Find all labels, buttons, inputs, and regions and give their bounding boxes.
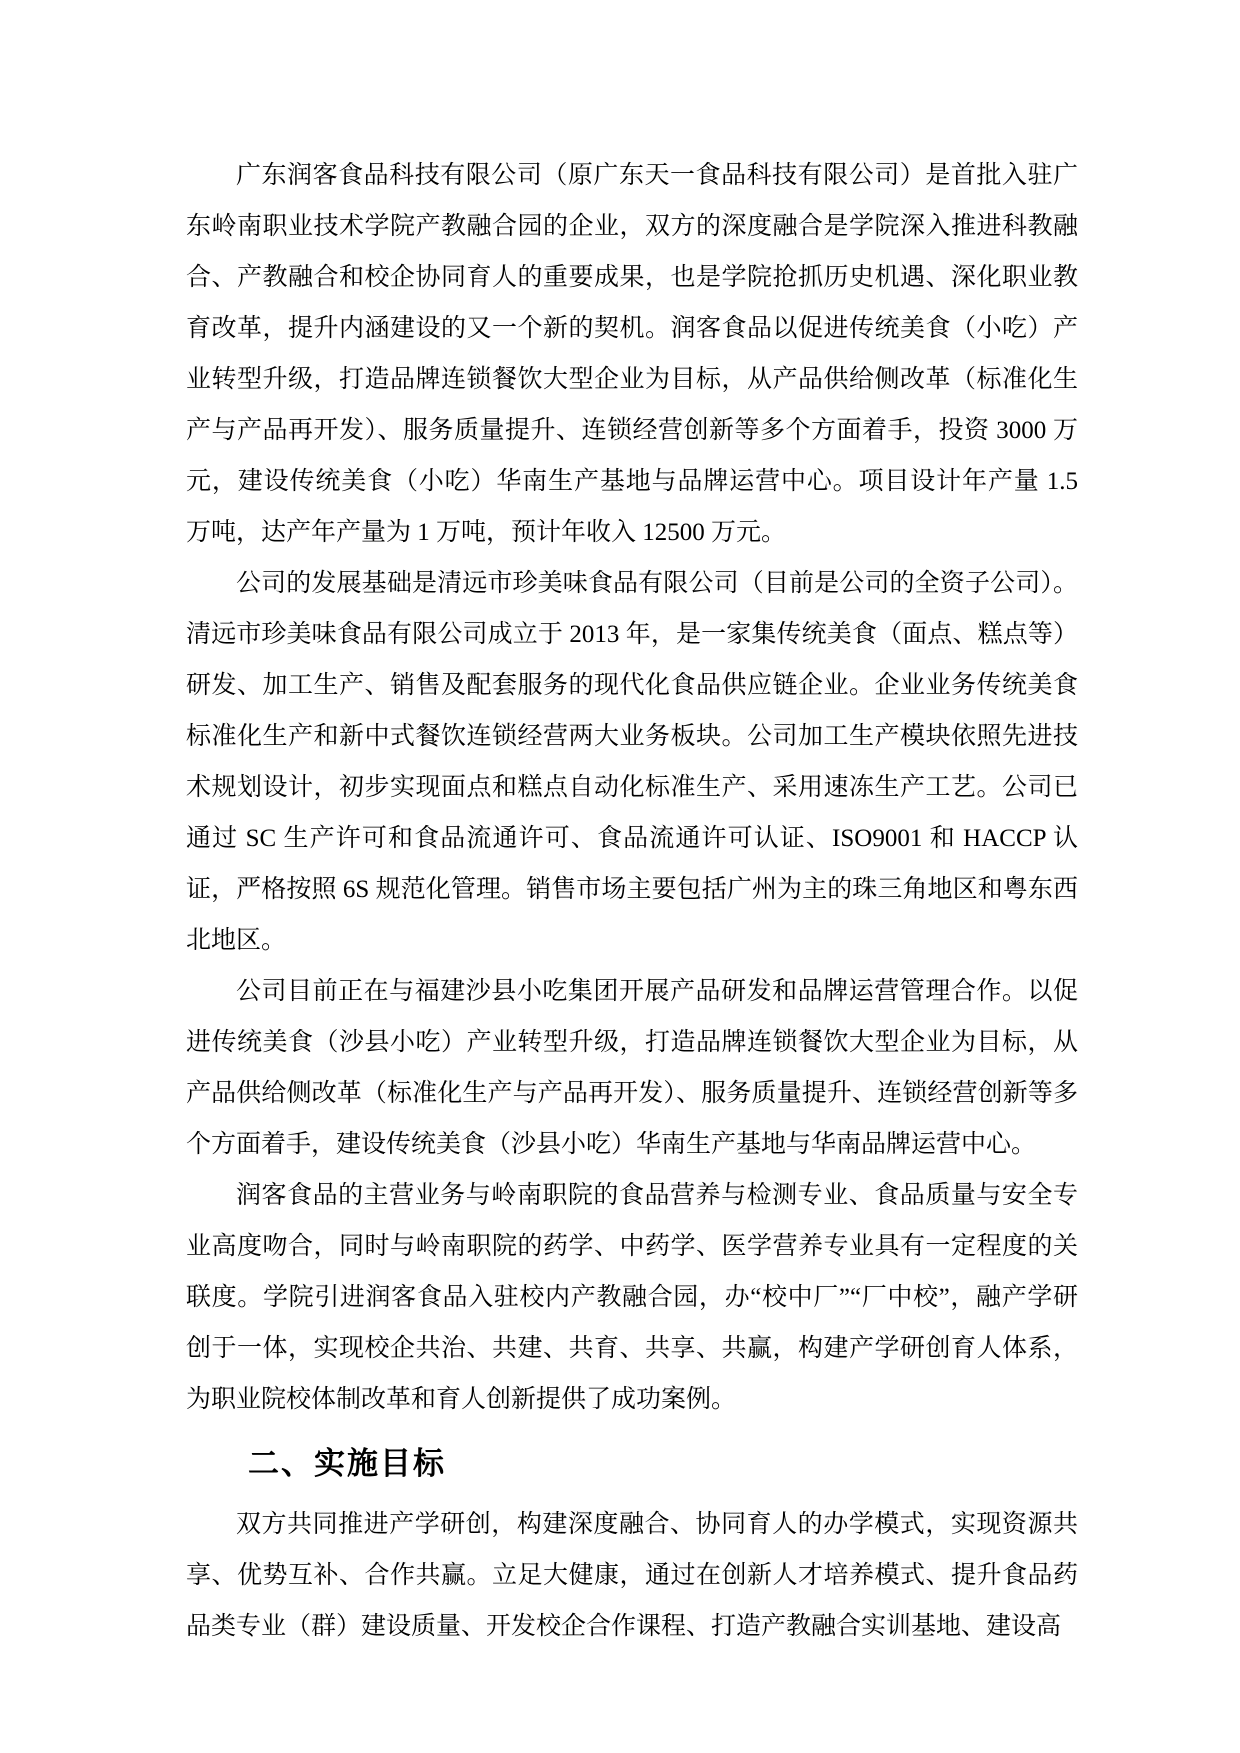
paragraph-major-alignment: 润客食品的主营业务与岭南职院的食品营养与检测专业、食品质量与安全专业高度吻合，同时与岭南职院的药学、中药学、医学营养专业具有一定程度的关联度。学院引进润客食品入驻校内产教融合园，办“校中厂”“厂中校”，融产学研创于一体，实现校企共治、共建、共育、共享、共赢，构建产学研创育人体系，为职业院校体制改革和育人创新提供了成功案例。 bbox=[186, 1182, 1078, 1413]
paragraph-implementation-goals-intro: 双方共同推进产学研创，构建深度融合、协同育人的办学模式，实现资源共享、优势互补、合作共赢。立足大健康，通过在创新人才培养模式、提升食品药品类专业（群）建设质量、开发校企合作课程、打造产教融合实训基地、建设高 bbox=[186, 1511, 1078, 1640]
document-text-body bbox=[186, 150, 1078, 1652]
paragraph-shaxian-cooperation: 公司目前正在与福建沙县小吃集团开展产品研发和品牌运营管理合作。以促进传统美食（沙县小吃）产业转型升级，打造品牌连锁餐饮大型企业为目标，从产品供给侧改革（标准化生产与产品再开发）、服务质量提升、连锁经营创新等多个方面着手，建设传统美食（沙县小吃）华南生产基地与华南品牌运营中心。 bbox=[186, 978, 1078, 1158]
paragraph-company-intro: 广东润客食品科技有限公司（原广东天一食品科技有限公司）是首批入驻广东岭南职业技术学院产教融合园的企业，双方的深度融合是学院深入推进科教融合、产教融合和校企协同育人的重要成果，也是学院抢抓历史机遇、深化职业教育改革，提升内涵建设的又一个新的契机。润客食品以促进传统美食（小吃）产业转型升级，打造品牌连锁餐饮大型企业为目标，从产品供给侧改革（标准化生产与产品再开发）、服务质量提升、连锁经营创新等多个方面着手，投资 3000 万元，建设传统美食（小吃）华南生产基地与品牌运营中心。项目设计年产量 1.5 万吨，达产年产量为 1 万吨，预计年收入 12500 万元。 bbox=[186, 162, 1078, 546]
paragraph-company-foundation: 公司的发展基础是清远市珍美味食品有限公司（目前是公司的全资子公司）。清远市珍美味食品有限公司成立于 2013 年，是一家集传统美食（面点、糕点等）研发、加工生产、销售及配套服务的现代化食品供应链企业。企业业务传统美食标准化生产和新中式餐饮连锁经营两大业务板块。公司加工生产模块依照先进技术规划设计，初步实现面点和糕点自动化标准生产、采用速冻生产工艺。公司已通过 SC 生产许可和食品流通许可、食品流通许可认证、ISO9001 和 HACCP 认证，严格按照 6S 规范化管理。销售市场主要包括广州为主的珠三角地区和粤东西北地区。 bbox=[186, 570, 1078, 954]
section-heading-implementation-goals: 二、实施目标 bbox=[248, 1446, 446, 1481]
